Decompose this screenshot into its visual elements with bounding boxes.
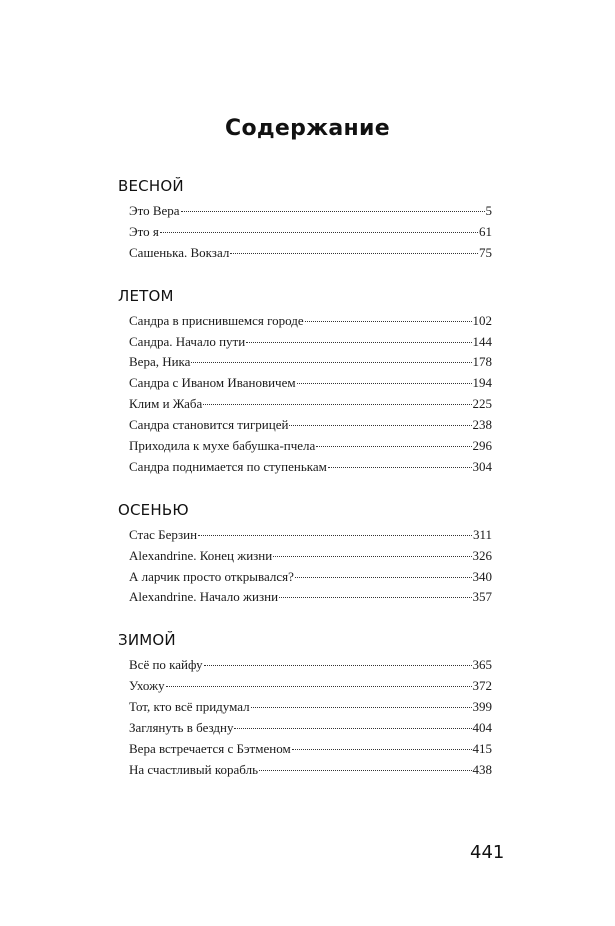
entry-page-number: 75 [479,244,492,260]
entry-title: Всё по кайфу [129,657,203,673]
entry-list [118,525,492,609]
toc-section [118,630,492,780]
dot-leader [273,556,471,557]
entry-title: Alexandrine. Начало жизни [129,589,279,605]
toc-entry[interactable] [129,243,492,264]
entry-title: Это Вера [129,203,180,218]
toc-entry[interactable] [129,546,492,567]
toc-entry[interactable] [129,587,492,608]
entry-title: Стас Берзин [129,526,198,542]
dot-leader [203,404,471,405]
entry-page-number: 438 [472,761,492,777]
dot-leader [297,383,472,384]
entry-page-number: 238 [472,417,492,433]
dot-leader [289,425,471,426]
entry-title: Alexandrine. Конец жизни [129,547,273,563]
entry-title: Сандра поднимается по ступенькам [129,458,327,474]
dot-leader [295,577,472,578]
toc-entry[interactable] [129,222,492,243]
toc-entry[interactable] [129,332,492,353]
entry-title: Вера, Ника [129,354,191,370]
entry-title: Вера встречается с Бэтменом [129,740,291,756]
entry-page-number: 304 [472,458,492,474]
toc-entry[interactable] [129,394,492,415]
dot-leader [230,253,478,254]
entry-title: Тот, кто всё придумал [129,699,250,715]
entry-title: Заглянуть в бездну [129,720,234,736]
entry-list [118,201,492,264]
entry-list [118,311,492,478]
toc-entry[interactable] [129,697,492,718]
dot-leader [191,362,471,363]
entry-title: А ларчик просто открывался? [129,568,294,584]
toc-entry[interactable] [129,436,492,457]
entry-list [118,655,492,780]
entry-title: Сандра. Начало пути [129,333,246,349]
toc-entry[interactable] [129,352,492,373]
dot-leader [328,467,472,468]
toc-entry[interactable] [129,718,492,739]
entry-page-number: 340 [472,568,492,584]
dot-leader [316,446,471,447]
dot-leader [204,665,472,666]
toc-entry[interactable] [129,415,492,436]
toc-section [118,176,492,264]
dot-leader [251,707,472,708]
entry-page-number: 225 [472,396,492,412]
section-title: ЗИМОЙ [118,631,176,650]
entry-title: Сандра с Иваном Ивановичем [129,375,296,391]
toc-entry[interactable] [129,311,492,332]
table-of-contents [118,176,492,803]
entry-title: Сашенька. Вокзал [129,244,230,260]
toc-entry[interactable] [129,676,492,697]
entry-page-number: 357 [472,589,492,605]
entry-title: Это я [129,223,159,239]
entry-title: Сандра в приснившемся городе [129,312,304,328]
toc-section [118,286,492,478]
dot-leader [305,321,472,322]
entry-page-number: 365 [472,657,492,673]
entry-page-number: 61 [479,223,492,239]
dot-leader [166,686,472,687]
entry-title: Сандра становится тигрицей [129,417,289,433]
toc-entry[interactable] [129,567,492,588]
dot-leader [198,535,472,536]
entry-page-number: 415 [472,740,492,756]
entry-page-number: 399 [472,699,492,715]
dot-leader [246,342,471,343]
entry-page-number: 5 [485,203,492,218]
entry-page-number: 404 [472,720,492,736]
entry-title: Клим и Жаба [129,396,203,412]
entry-page-number: 178 [472,354,492,370]
entry-page-number: 296 [472,438,492,454]
dot-leader [292,749,472,750]
entry-page-number: 194 [472,375,492,391]
entry-title: Ухожу [129,678,165,694]
entry-page-number: 102 [472,312,492,328]
toc-entry[interactable] [129,760,492,781]
toc-section [118,500,492,609]
section-title: ЛЕТОМ [118,286,174,305]
page-number: 441 [470,842,505,863]
dot-leader [181,211,485,212]
toc-entry[interactable] [129,373,492,394]
dot-leader [234,728,471,729]
dot-leader [279,597,471,598]
toc-entry[interactable] [129,201,492,222]
dot-leader [160,232,478,233]
entry-title: Приходила к мухе бабушка-пчела [129,438,316,454]
toc-entry[interactable] [129,739,492,760]
entry-page-number: 372 [472,678,492,694]
entry-page-number: 144 [472,333,492,349]
section-title: ОСЕНЬЮ [118,500,189,519]
toc-entry[interactable] [129,457,492,478]
entry-page-number: 326 [472,547,492,563]
entry-title: На счастливый корабль [129,761,259,777]
section-title: ВЕСНОЙ [118,177,184,195]
entry-page-number: 311 [472,526,492,542]
page-title: Содержание [225,116,390,141]
toc-entry[interactable] [129,525,492,546]
dot-leader [259,770,471,771]
toc-entry[interactable] [129,655,492,676]
